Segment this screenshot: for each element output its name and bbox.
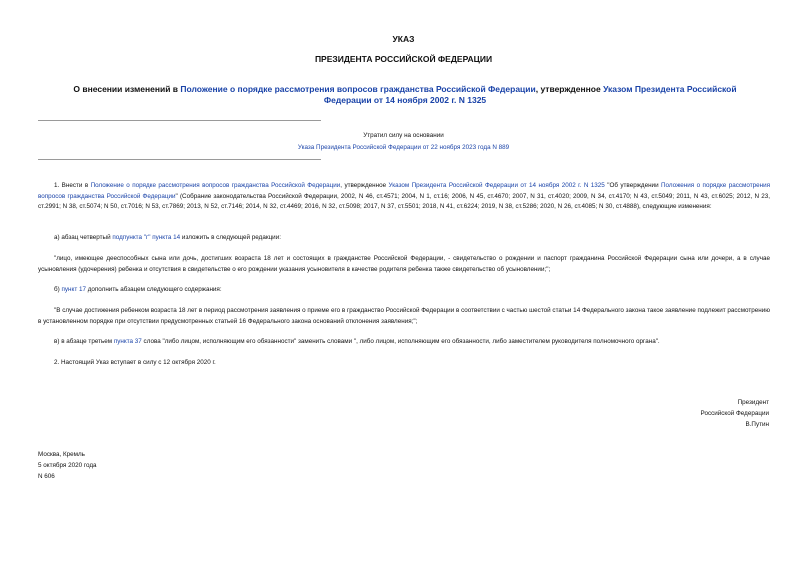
p1-link-decree[interactable]: Указом Президента Российской Федерации от 14 ноября 2002 г. N 1325 xyxy=(388,182,605,189)
subject-link-decree[interactable]: Указом Президента Российской Федерации от 14 ноября 2002 г. N 1325 xyxy=(323,84,737,105)
pa-text-b: изложить в следующей редакции: xyxy=(180,234,281,241)
divider-top xyxy=(38,120,321,121)
paragraph-v xyxy=(38,337,770,348)
decree-subject xyxy=(60,84,750,106)
pv-link-point[interactable]: пункта 37 xyxy=(113,338,142,345)
decree-issuer: ПРЕЗИДЕНТА РОССИЙСКОЙ ФЕДЕРАЦИИ xyxy=(314,54,493,64)
divider-bottom xyxy=(38,159,321,160)
p1-link-regulation[interactable]: Положение о порядке рассмотрения вопросов гражданства Российской Федерации xyxy=(90,182,341,189)
paragraph-a xyxy=(38,233,770,244)
pa-text-a: а) абзац четвертый xyxy=(54,234,113,241)
p1-text-d: " (Собрание законодательства Российской Федерации, 2002, N 46, ст.4571; 2004, N 1, ст.16; 2006, N 45, ст.4670; 2007, N 31, ст.4020; 2009, N 34, ст.4170; N 43, ст.5049; 2011, N 43, ст.6025; 2012, N 23, ст.2991; N 38, ст.5074; N 50, ст.7016; N 53, ст.7869; 2013, N 52, ст.7146; 2014, N 32, ст.4469; 2016, N 32, ст.5098; 2017, N 37, ст.5501; 2018, N 41, ст.6224; 2019, N 38, ст.5286; 2020, N 26, ст.4085; N 30, ст.4888), следующие изменения: xyxy=(38,192,770,210)
paragraph-2: 2. Настоящий Указ вступает в силу с 12 октября 2020 г. xyxy=(54,359,216,366)
quote-2: "В случае достижения ребенком возраста 18 лет в период рассмотрения заявления о приеме его в гражданство Российской Федерации в соответствии с частью шестой статьи 14 Федерального закона такое заявление подлежит рассмотрению в установленном порядке при отсутствии предусмотренных статьей 16 Федерального закона оснований отклонения заявления;"; xyxy=(38,307,770,325)
subject-middle: , утвержденное xyxy=(535,84,604,94)
p1-link-regulation-2[interactable]: Положения о порядке рассмотрения вопросов гражданства Российской Федерации xyxy=(38,182,770,200)
signature-title: Президент xyxy=(737,399,769,406)
decree-title: УКАЗ xyxy=(392,34,415,44)
subject-link-regulation[interactable]: Положение о порядке рассмотрения вопросов гражданства Российской Федерации xyxy=(180,84,536,94)
date: 5 октября 2020 года xyxy=(38,462,97,469)
p1-text-a: 1. Внести в xyxy=(54,182,91,189)
p1-text-b: , утвержденное xyxy=(340,182,389,189)
signature-name: В.Путин xyxy=(745,421,769,428)
p1-text-c: "Об утверждении xyxy=(604,182,662,189)
pb-text-b: дополнить абзацем следующего содержания: xyxy=(85,286,222,293)
subject-prefix: О внесении изменений в xyxy=(73,84,181,94)
paragraph-b xyxy=(38,285,770,296)
pa-link-subpoint[interactable]: подпункта "г" пункта 14 xyxy=(112,234,181,241)
place: Москва, Кремль xyxy=(38,451,85,458)
quote-1: "лицо, имеющее дееспособных сына или дочь, достигших возраста 18 лет и состоящих в гражданстве Российской Федерации, - свидетельство о рождении и паспорт гражданина Российской Федерации сына или дочери, а в случае усыновления (удочерения) ребенка и отсутствия в свидетельстве о его рождении указания усыновителя в качестве родителя ребенка также свидетельство об усыновлении;"; xyxy=(38,255,770,273)
repeal-notice-link[interactable]: Указа Президента Российской Федерации от 22 ноября 2023 года N 889 xyxy=(297,144,510,151)
pv-text-b: слова "либо лицом, исполняющим его обязанности" заменить словами ", либо лицом, исполняющим его обязанности, либо заместителем руководителя полномочного органа". xyxy=(141,338,660,345)
decree-number: N 606 xyxy=(38,473,55,480)
pb-text-a: б) xyxy=(54,286,62,293)
paragraph-1 xyxy=(38,181,770,213)
pb-link-point[interactable]: пункт 17 xyxy=(61,286,86,293)
repeal-notice: Утратил силу на основании xyxy=(363,132,444,139)
pv-text-a: в) в абзаце третьем xyxy=(54,338,114,345)
signature-country: Российской Федерации xyxy=(700,410,769,417)
